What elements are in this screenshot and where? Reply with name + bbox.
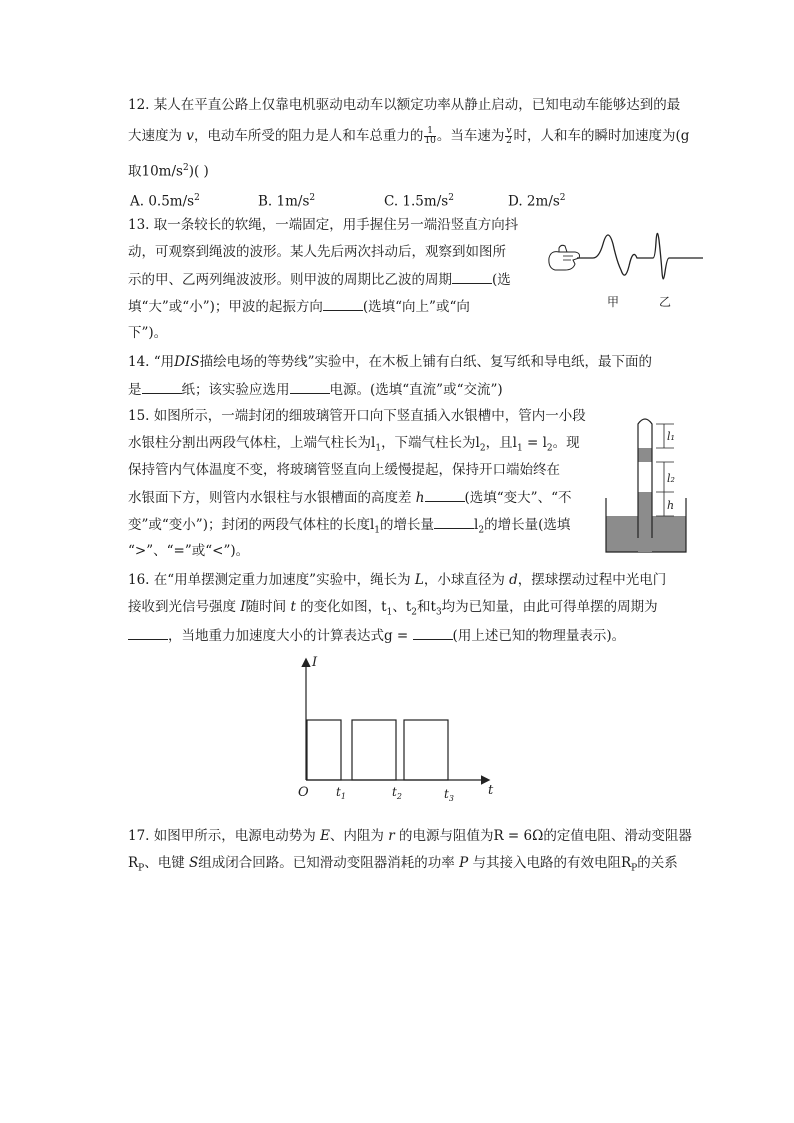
rope-wave-yi <box>651 233 703 279</box>
mercury-column <box>638 448 652 462</box>
q16-var-L: L <box>414 572 424 588</box>
q14-text: 是 <box>128 382 142 398</box>
glass-tube-figure <box>604 412 690 554</box>
frac-num: v <box>506 126 512 136</box>
q16-text: 接收到光信号强度 <box>128 599 241 615</box>
light-intensity-graph <box>290 650 500 802</box>
option-sup: 2 <box>194 193 200 203</box>
label-l2: l₂ <box>667 472 675 485</box>
q13-line3 <box>128 269 511 290</box>
q13-line1: 13. 取一条较长的软绳，一端固定，用手握住另一端沿竖直方向抖 <box>128 217 519 233</box>
tick-sub: 1 <box>340 792 346 801</box>
q17-var-E: E <box>320 828 330 844</box>
q12-text: 取10m/s <box>128 163 183 180</box>
q16-line3 <box>128 625 625 646</box>
q17-line2 <box>128 853 678 879</box>
q14-text: 描绘电场的等势线”实验中，在木板上铺有白纸、复写纸和导电纸，最下面的 <box>199 354 652 370</box>
q12-option-d[interactable] <box>508 188 566 212</box>
answer-blank[interactable] <box>323 296 363 311</box>
q16-text: ，当地重力加速度大小的计算表达式g = <box>168 628 413 644</box>
tick-label-t1 <box>336 785 346 801</box>
q15-text: = l <box>522 435 547 451</box>
q15-sub: 2 <box>546 443 553 454</box>
q12-option-a[interactable] <box>130 188 200 212</box>
tick-t: t <box>392 785 397 799</box>
q13-line5: 下”)。 <box>128 325 168 341</box>
q12-sup: 2 <box>182 163 189 173</box>
q16-text: 和t <box>417 599 436 615</box>
q12-option-b[interactable] <box>258 188 315 212</box>
answer-blank[interactable] <box>413 625 453 640</box>
hand-icon <box>549 245 580 270</box>
rope-wave-jia <box>577 235 651 275</box>
tick-sub: 2 <box>396 792 402 801</box>
q13-text: 填“大”或“小”)；甲波的起振方向 <box>128 299 323 315</box>
axis-label-I: I <box>312 655 318 670</box>
q15-text: ，下端气柱长为l <box>381 435 480 451</box>
option-label: C. 1.5m/s <box>384 193 449 210</box>
q15-text: 水银柱分割出两段气体柱，上端气柱长为l <box>128 435 376 451</box>
tick-t: t <box>336 785 341 799</box>
q13-text: (选 <box>492 272 511 288</box>
q13-line2: 动，可观察到绳波的波形。某人先后两次抖动后，观察到如图所 <box>128 244 506 260</box>
label-l1: l₁ <box>667 430 675 443</box>
tick-label-t3 <box>444 787 454 802</box>
q12-line3 <box>128 158 209 182</box>
q15-line5 <box>128 514 570 541</box>
q12-text: 大速度为 <box>128 128 187 144</box>
q12-var-v: v <box>186 128 194 144</box>
q16-var-t: t <box>290 599 296 615</box>
q16-line2 <box>128 597 658 623</box>
q16-var-d: d <box>509 572 518 588</box>
q15-text: 水银面下方，则管内水银柱与水银槽面的高度差 <box>128 490 416 506</box>
q16-var-I: I <box>240 599 246 615</box>
q12-option-c[interactable] <box>384 188 454 212</box>
tick-t: t <box>444 787 449 801</box>
label-h: h <box>667 499 675 512</box>
q17-text: 的关系 <box>637 855 678 871</box>
q12-line1: 12. 某人在平直公路上仅靠电机驱动电动车以额定功率从静止启动，已知电动车能够达到的最 <box>128 97 681 113</box>
q12-text: 。当车速为 <box>436 128 505 144</box>
q12-line2 <box>128 126 689 146</box>
option-sup: 2 <box>309 193 316 203</box>
q15-text: 。现 <box>552 435 580 451</box>
q12-text: )( ) <box>188 163 209 180</box>
q17-sub: P <box>138 863 145 874</box>
q12-fraction-v-2 <box>505 127 512 146</box>
q15-var-h: h <box>415 490 425 506</box>
q15-line4 <box>128 487 571 508</box>
q13-text: (选填“向上”或“向 <box>362 299 470 315</box>
q17-sub: P <box>631 863 638 874</box>
q14-text: 14. “用 <box>128 354 175 370</box>
q16-sub: 3 <box>435 607 442 618</box>
option-label: D. 2m/s <box>508 193 560 210</box>
option-sup: 2 <box>559 193 566 203</box>
q15-text: ，且l <box>485 435 517 451</box>
q14-text: 纸；该实验应选用 <box>181 382 290 398</box>
q17-var-P: P <box>459 855 469 871</box>
q16-text: 均为已知量，由此可得单摆的周期为 <box>441 599 658 615</box>
pulse-2 <box>352 720 396 780</box>
label-jia: 甲 <box>607 295 620 309</box>
q17-text: 17. 如图甲所示，电源电动势为 <box>128 828 321 844</box>
q16-text: ，摆球摆动过程中光电门 <box>517 572 667 588</box>
q16-sub: 1 <box>386 607 393 618</box>
q17-text: 与其接入电路的有效电阻R <box>468 855 632 871</box>
pulse-3 <box>404 720 448 780</box>
q15-line1: 15. 如图所示，一端封闭的细玻璃管开口向下竖直插入水银槽中，管内一小段 <box>128 408 586 424</box>
q15-sub: 1 <box>516 443 523 454</box>
q14-line2 <box>128 379 503 400</box>
answer-blank[interactable] <box>128 625 168 640</box>
q17-var-S: S <box>189 855 199 871</box>
label-yi: 乙 <box>659 295 672 309</box>
q15-text: l <box>474 517 479 533</box>
q16-text: 、t <box>392 599 412 615</box>
q15-sub: 2 <box>478 525 485 536</box>
q16-text: (用上述已知的物理量表示)。 <box>452 628 626 644</box>
q12-text: 时，人和车的瞬时加速度为(g <box>513 128 690 144</box>
q17-text: 、电键 <box>144 855 190 871</box>
rope-wave-figure <box>545 222 705 314</box>
q17-var-r: r <box>388 828 395 844</box>
q15-text: 变”或“变小”)；封闭的两段气体柱的长度l <box>128 517 375 533</box>
q15-sub: 1 <box>375 443 382 454</box>
q15-line2 <box>128 433 580 459</box>
q16-text: 随时间 <box>245 599 291 615</box>
q16-text: 16. 在“用单摆测定重力加速度”实验中，绳长为 <box>128 572 415 588</box>
q17-text: 的电源与阻值为R = 6Ω的定值电阻、滑动变阻器 <box>394 828 692 844</box>
tick-label-t2 <box>392 785 402 801</box>
answer-blank[interactable] <box>434 514 474 529</box>
q14-dis: DIS <box>174 354 200 370</box>
answer-blank[interactable] <box>425 487 465 502</box>
q14-text: 电源。(选填“直流”或“交流”) <box>329 382 503 398</box>
option-label: A. 0.5m/s <box>130 193 195 210</box>
q13-line4 <box>128 296 470 317</box>
q15-line6: “>”、“=”或“<”)。 <box>128 543 250 559</box>
q17-line1 <box>128 826 692 846</box>
q16-line1 <box>128 570 666 590</box>
q15-text: 的增长量 <box>380 517 435 533</box>
q14-line1 <box>128 352 652 372</box>
mercury-in-tube <box>638 492 652 552</box>
q15-text: (选填“变大”、“不 <box>464 490 572 506</box>
axis-label-t: t <box>488 783 494 798</box>
answer-blank[interactable] <box>290 379 330 394</box>
answer-blank[interactable] <box>452 269 492 284</box>
answer-blank[interactable] <box>142 379 182 394</box>
option-label: B. 1m/s <box>258 193 310 210</box>
q12-text: ，电动车所受的阻力是人和车总重力的 <box>193 128 424 144</box>
q17-text: R <box>128 855 139 871</box>
q15-sub: 2 <box>479 443 486 454</box>
q15-text: 的增长量(选填 <box>484 517 571 533</box>
frac-den: 10 <box>424 136 436 146</box>
q15-line3: 保持管内气体温度不变，将玻璃管竖直向上缓慢提起，保持开口端始终在 <box>128 462 560 478</box>
q16-text: 的变化如图，t <box>295 599 387 615</box>
pulse-1 <box>307 720 341 780</box>
origin-label: O <box>298 785 309 800</box>
q15-sub: 1 <box>374 525 381 536</box>
q16-text: ，小球直径为 <box>423 572 510 588</box>
q17-text: 、内阻为 <box>329 828 389 844</box>
q16-sub: 2 <box>411 607 417 618</box>
tick-sub: 3 <box>448 794 454 802</box>
q12-fraction-1-10 <box>424 127 435 146</box>
option-sup: 2 <box>448 193 454 203</box>
q17-text: 组成闭合回路。已知滑动变阻器消耗的功率 <box>198 855 460 871</box>
frac-den: 2 <box>506 136 512 146</box>
q13-text: 示的甲、乙两列绳波波形。则甲波的周期比乙波的周期 <box>128 272 452 288</box>
frac-num: 1 <box>424 127 435 137</box>
